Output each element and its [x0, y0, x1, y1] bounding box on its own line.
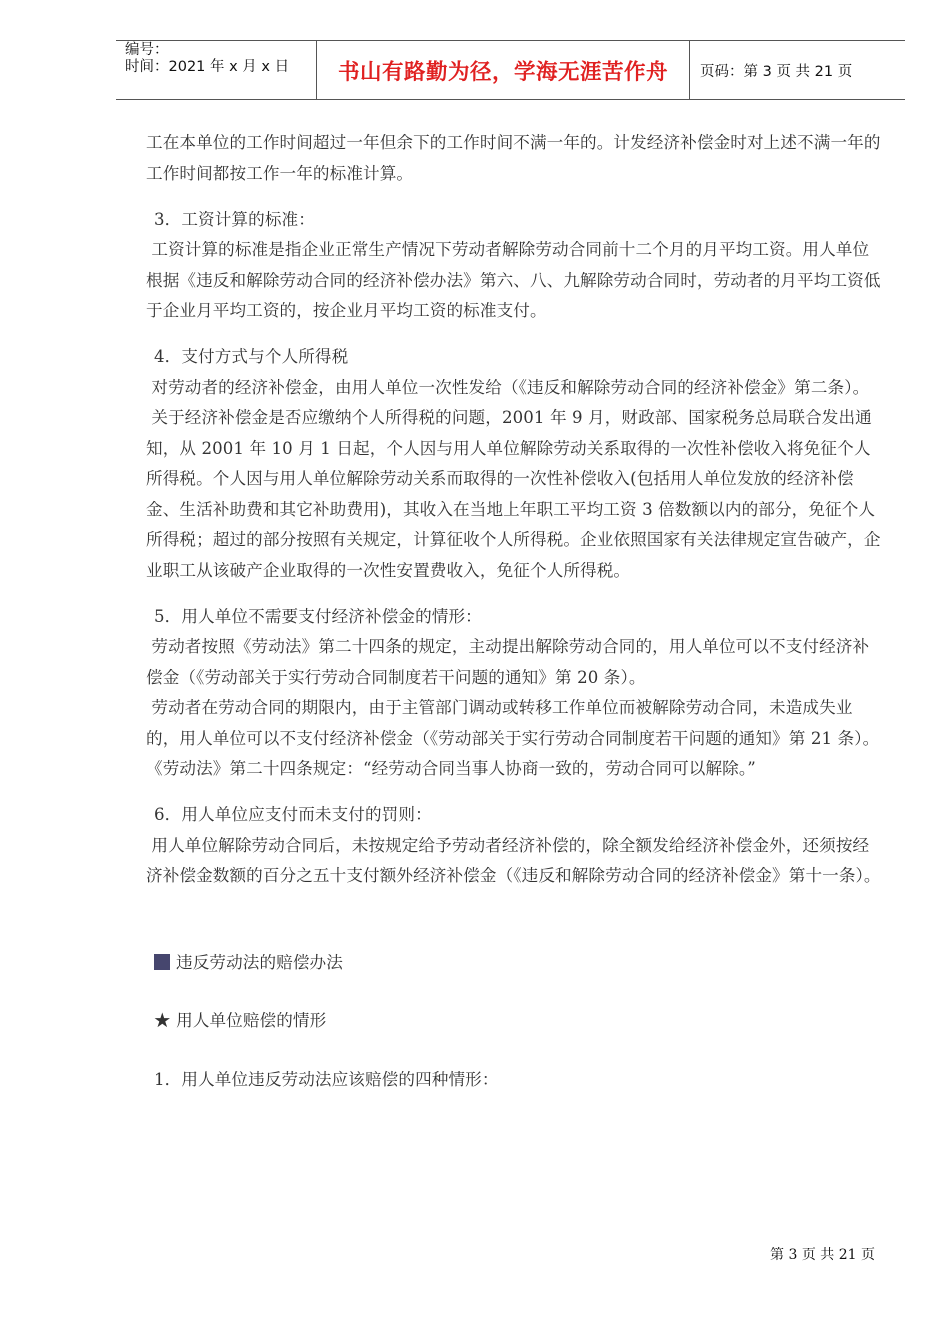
paragraph: 关于经济补偿金是否应缴纳个人所得税的问题，2001 年 9 月，财政部、国家税务总局联合发出通知，从 2001 年 10 月 1 日起，个人因与用人单位解除劳动关系取得的一次性补偿收入将免征个人所得税。个人因与用人单位解除劳动关系而取得的一次性补偿收入(包括用人单位发放的经济补偿金、生活补助费和其它补助费用)，其收入在当地上年职工平均工资 3 倍数额以内的部分，免征个人所得税；超过的部分按照有关规定，计算征收个人所得税。企业依照国家有关法律规定宣告破产，企业职工从该破产企业取得的一次性安置费收入，免征个人所得税。: [146, 408, 881, 580]
date-label: 时间：2021 年 x 月 x 日: [125, 59, 290, 75]
page-footer: 第 3 页 共 21 页: [770, 1247, 875, 1263]
section-heading-3: 3．工资计算的标准：: [154, 209, 315, 229]
section-title: [146, 948, 882, 979]
paragraph: 对劳动者的经济补偿金，由用人单位一次性发给（《违反和解除劳动合同的经济补偿金》第二条）。: [146, 377, 870, 397]
subsection-title: ★ 用人单位赔偿的情形: [154, 1011, 327, 1030]
document-body: [146, 128, 882, 1095]
paragraph: 工在本单位的工作时间超过一年但余下的工作时间不满一年的。计发经济补偿金时对上述不满一年的工作时间都按工作一年的标准计算。: [146, 133, 881, 183]
paragraph: 工资计算的标准是指企业正常生产情况下劳动者解除劳动合同前十二个月的月平均工资。用人单位根据《违反和解除劳动合同的经济补偿办法》第六、八、九解除劳动合同时，劳动者的月平均工资低于企业月平均工资的，按企业月平均工资的标准支付。: [146, 240, 881, 320]
page-header: [116, 40, 905, 100]
header-meta: [116, 41, 316, 99]
paragraph: 用人单位解除劳动合同后，未按规定给予劳动者经济补偿的，除全额发给经济补偿金外，还须按经济补偿金数额的百分之五十支付额外经济补偿金（《违反和解除劳动合同的经济补偿金》第十一条）。: [146, 835, 881, 885]
header-motto: 书山有路勤为径，学海无涯苦作舟: [316, 41, 690, 99]
paragraph: 《劳动法》第二十四条规定：“经劳动合同当事人协商一致的，劳动合同可以解除。”: [146, 759, 756, 778]
section-heading-4: 4．支付方式与个人所得税: [154, 347, 349, 366]
header-page-number: 页码：第 3 页 共 21 页: [700, 63, 853, 80]
paragraph: 劳动者在劳动合同的期限内，由于主管部门调动或转移工作单位而被解除劳动合同，未造成失业的，用人单位可以不支付经济补偿金（《劳动部关于实行劳动合同制度若干问题的通知》第 21 条）。: [146, 698, 880, 748]
paragraph: 劳动者按照《劳动法》第二十四条的规定，主动提出解除劳动合同的，用人单位可以不支付经济补偿金（《劳动部关于实行劳动合同制度若干问题的通知》第 20 条）。: [146, 637, 870, 687]
serial-label: 编号：: [125, 42, 169, 58]
square-bullet-icon: [154, 954, 170, 970]
section-heading-6: 6．用人单位应支付而未支付的罚则：: [154, 805, 432, 824]
section-heading-1: 1．用人单位违反劳动法应该赔偿的四种情形：: [154, 1069, 499, 1089]
section-heading-5: 5．用人单位不需要支付经济补偿金的情形：: [154, 606, 482, 626]
section-title-text: 违反劳动法的赔偿办法: [176, 952, 343, 972]
